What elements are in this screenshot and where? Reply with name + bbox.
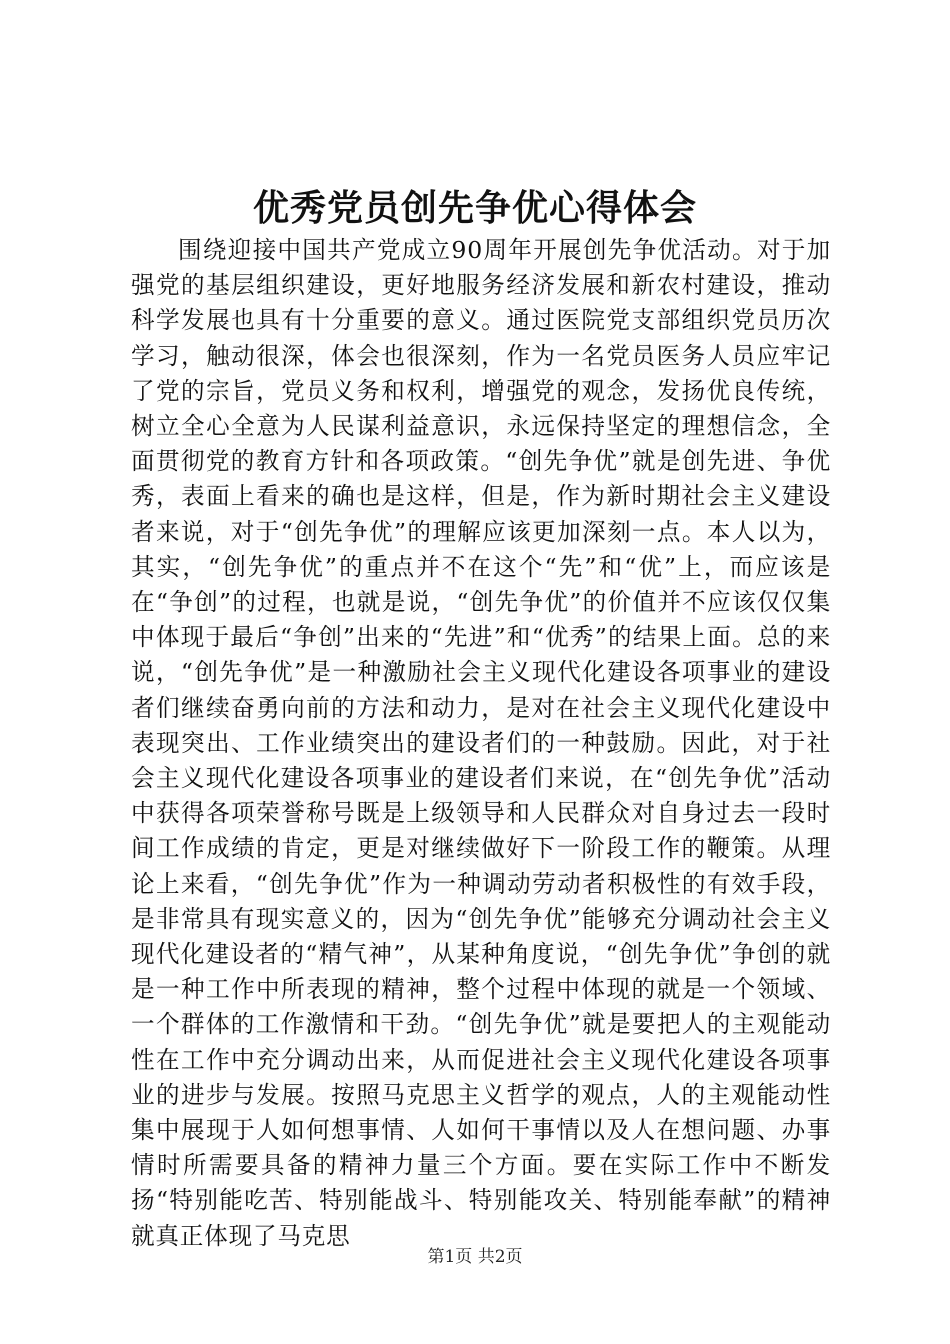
body-paragraph: 围绕迎接中国共产党成立90周年开展创先争优活动。对于加强党的基层组织建设，更好地服务经济发展和新农村建设，推动科学发展也具有十分重要的意义。通过医院党支部组织党员历次学习，触动很深，体会也很深刻，作为一名党员医务人员应牢记了党的宗旨，党员义务和权利，增强党的观念，发扬优良传统，树立全心全意为人民谋利益意识，永远保持坚定的理想信念，全面贯彻党的教育方针和各项政策。“创先争优”就是创先进、争优秀，表面上看来的确也是这样，但是，作为新时期社会主义建设者来说，对于“创先争优”的理解应该更加深刻一点。本人以为，其实，“创先争优”的重点并不在这个“先”和“优”上，而应该是在“争创”的过程，也就是说，“创先争优”的价值并不应该仅仅集中体现于最后“争创”出来的“先进”和“优秀”的结果上面。总的来说，“创先争优”是一种激励社会主义现代化建设各项事业的建设者们继续奋勇向前的方法和动力，是对在社会主义现代化建设中表现突出、工作业绩突出的建设者们的一种鼓励。因此，对于社会主义现代化建设各项事业的建设者们来说，在“创先争优”活动中获得各项荣誉称号既是上级领导和人民群众对自身过去一段时间工作成绩的肯定，更是对继续做好下一阶段工作的鞭策。从理论上来看，“创先争优”作为一种调动劳动者积极性的有效手段，是非常具有现实意义的，因为“创先争优”能够充分调动社会主义现代化建设者的“精气神”，从某种角度说，“创先争优”争创的就是一种工作中所表现的精神，整个过程中体现的就是一个领域、一个群体的工作激情和干劲。“创先争优”就是要把人的主观能动性在工作中充分调动出来，从而促进社会主义现代化建设各项事业的进步与发展。按照马克思主义哲学的观点，人的主观能动性集中展现于人如何想事情、人如何干事情以及人在想问题、办事情时所需要具备的精神力量三个方面。要在实际工作中不断发扬“特别能吃苦、特别能战斗、特别能攻关、特别能奉献”的精神就真正体现了马克思: [131, 236, 831, 1250]
page-number-footer: 第1页 共2页: [427, 1247, 523, 1267]
document-title: 优秀党员创先争优心得体会: [252, 187, 697, 229]
